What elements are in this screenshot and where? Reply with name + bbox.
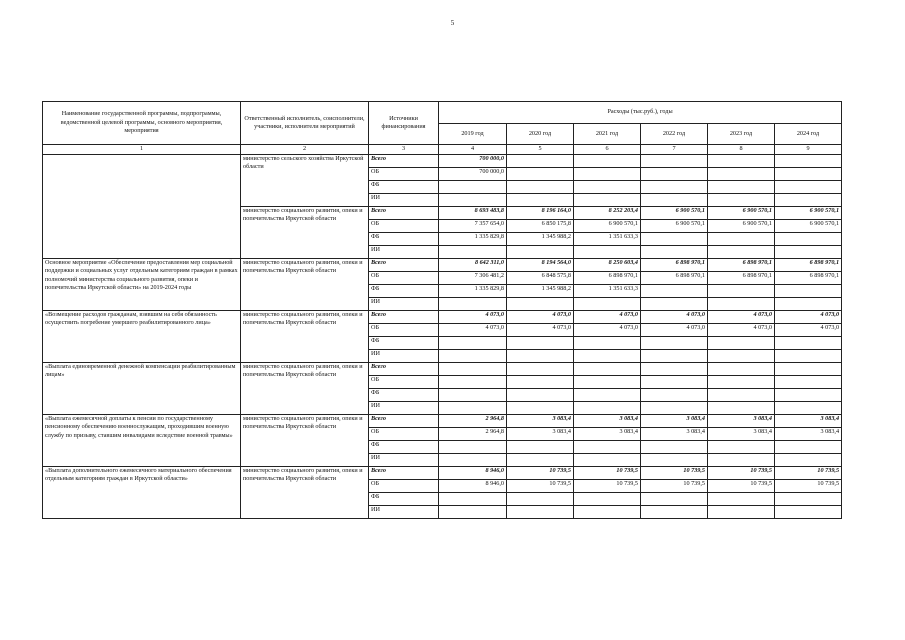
source-cell: ФБ (369, 441, 439, 454)
value-cell (775, 402, 842, 415)
value-cell: 8 693 483,8 (439, 207, 507, 220)
value-cell: 10 739,5 (708, 480, 775, 493)
value-cell (439, 298, 507, 311)
program-name-cell: «Возмещение расходов гражданам, взявшим на себя обязанность осуществить погребение умершего реабилитированного лица» (43, 311, 241, 363)
value-cell: 4 073,0 (775, 324, 842, 337)
value-cell (574, 454, 641, 467)
value-cell (775, 363, 842, 376)
value-cell (775, 389, 842, 402)
value-cell: 1 345 988,2 (507, 233, 574, 246)
value-cell (574, 506, 641, 519)
value-cell: 10 739,5 (775, 480, 842, 493)
value-cell (507, 402, 574, 415)
header-year: 2020 год (507, 124, 574, 145)
value-cell: 3 083,4 (507, 428, 574, 441)
value-cell (439, 337, 507, 350)
value-cell (439, 389, 507, 402)
value-cell: 1 335 829,8 (439, 285, 507, 298)
value-cell: 4 073,0 (507, 324, 574, 337)
value-cell: 4 073,0 (708, 311, 775, 324)
value-cell: 6 900 570,1 (708, 207, 775, 220)
value-cell (439, 441, 507, 454)
source-cell: Всего (369, 363, 439, 376)
source-cell: ИИ (369, 402, 439, 415)
value-cell (708, 298, 775, 311)
value-cell (641, 493, 708, 506)
value-cell: 4 073,0 (507, 311, 574, 324)
value-cell (708, 441, 775, 454)
executor-cell: министерство социального развития, опеки и попечительства Иркутской области (241, 467, 369, 519)
value-cell: 8 252 203,4 (574, 207, 641, 220)
value-cell (439, 350, 507, 363)
value-cell: 2 964,8 (439, 428, 507, 441)
table-row (43, 155, 842, 168)
executor-cell: министерство социального развития, опеки и попечительства Иркутской области (241, 311, 369, 363)
value-cell (507, 506, 574, 519)
value-cell: 4 073,0 (708, 324, 775, 337)
value-cell (574, 155, 641, 168)
source-cell: Всего (369, 155, 439, 168)
value-cell (708, 337, 775, 350)
value-cell (439, 246, 507, 259)
value-cell: 6 898 970,1 (775, 272, 842, 285)
value-cell: 8 194 564,0 (507, 259, 574, 272)
value-cell (574, 441, 641, 454)
value-cell (708, 285, 775, 298)
value-cell: 3 083,4 (641, 428, 708, 441)
value-cell (708, 389, 775, 402)
value-cell: 3 083,4 (574, 428, 641, 441)
value-cell (439, 454, 507, 467)
value-cell: 10 739,5 (574, 467, 641, 480)
value-cell (574, 181, 641, 194)
value-cell (708, 168, 775, 181)
value-cell: 6 900 570,1 (641, 220, 708, 233)
value-cell (574, 363, 641, 376)
value-cell (775, 298, 842, 311)
source-cell: ИИ (369, 298, 439, 311)
header-year: 2019 год (439, 124, 507, 145)
value-cell: 3 083,4 (507, 415, 574, 428)
table-row (43, 311, 842, 324)
column-index: 3 (369, 145, 439, 155)
value-cell: 6 898 970,1 (775, 259, 842, 272)
value-cell (775, 285, 842, 298)
value-cell: 3 083,4 (708, 428, 775, 441)
value-cell: 6 848 575,8 (507, 272, 574, 285)
budget-table (42, 101, 842, 519)
value-cell (641, 454, 708, 467)
value-cell: 4 073,0 (439, 311, 507, 324)
value-cell (439, 376, 507, 389)
value-cell: 4 073,0 (574, 324, 641, 337)
value-cell (641, 194, 708, 207)
source-cell: ОБ (369, 480, 439, 493)
value-cell (574, 168, 641, 181)
value-cell: 700 000,0 (439, 168, 507, 181)
value-cell: 6 898 970,1 (708, 259, 775, 272)
executor-cell: министерство социального развития, опеки и попечительства Иркутской области (241, 415, 369, 467)
value-cell: 6 900 570,1 (775, 207, 842, 220)
value-cell (775, 194, 842, 207)
value-cell (507, 376, 574, 389)
value-cell: 1 351 633,3 (574, 233, 641, 246)
value-cell (708, 194, 775, 207)
value-cell: 6 850 175,8 (507, 220, 574, 233)
value-cell (574, 246, 641, 259)
source-cell: Всего (369, 467, 439, 480)
value-cell (641, 155, 708, 168)
value-cell (775, 506, 842, 519)
value-cell (439, 402, 507, 415)
value-cell: 8 946,0 (439, 480, 507, 493)
source-cell: Всего (369, 207, 439, 220)
header-year: 2024 год (775, 124, 842, 145)
value-cell (641, 376, 708, 389)
value-cell (708, 376, 775, 389)
value-cell (439, 493, 507, 506)
value-cell (775, 246, 842, 259)
value-cell (574, 350, 641, 363)
program-name-cell: «Выплата дополнительного ежемесячного материального обеспечения отдельным категориям граждан в Иркутской области» (43, 467, 241, 519)
value-cell: 6 898 970,1 (574, 272, 641, 285)
column-index: 5 (507, 145, 574, 155)
source-cell: ФБ (369, 337, 439, 350)
value-cell (507, 194, 574, 207)
value-cell (708, 233, 775, 246)
value-cell: 3 083,4 (641, 415, 708, 428)
value-cell (507, 389, 574, 402)
column-index: 2 (241, 145, 369, 155)
value-cell (775, 376, 842, 389)
source-cell: ФБ (369, 285, 439, 298)
value-cell (775, 454, 842, 467)
value-cell (641, 168, 708, 181)
value-cell (641, 233, 708, 246)
value-cell: 10 739,5 (574, 480, 641, 493)
value-cell: 4 073,0 (775, 311, 842, 324)
table-row (43, 467, 842, 480)
value-cell (574, 337, 641, 350)
value-cell (439, 181, 507, 194)
value-cell (775, 168, 842, 181)
value-cell: 1 351 633,3 (574, 285, 641, 298)
source-cell: ОБ (369, 168, 439, 181)
value-cell (507, 337, 574, 350)
program-name-cell (43, 155, 241, 259)
source-cell: ОБ (369, 376, 439, 389)
source-cell: ИИ (369, 506, 439, 519)
value-cell: 1 335 829,8 (439, 233, 507, 246)
value-cell (641, 389, 708, 402)
value-cell: 7 357 654,0 (439, 220, 507, 233)
value-cell (439, 506, 507, 519)
executor-cell: министерство социального развития, опеки и попечительства Иркутской области (241, 207, 369, 259)
program-name-cell: «Выплата ежемесячной доплаты к пенсии по государственному пенсионному обеспечению военнослужащим, проходившим военную службу по призыву, ставшим инвалидами вследствие военной травмы» (43, 415, 241, 467)
value-cell (708, 181, 775, 194)
source-cell: ФБ (369, 181, 439, 194)
program-name-cell: Основное мероприятие «Обеспечение предоставления мер социальной поддержки и социальных услуг отдельным категориям граждан в рамках полномочий министерства социального развития, опеки и попечительства Иркутской области» на 2019-2024 годы (43, 259, 241, 311)
value-cell (775, 181, 842, 194)
value-cell (574, 298, 641, 311)
value-cell: 10 739,5 (641, 480, 708, 493)
value-cell (708, 363, 775, 376)
executor-cell: министерство социального развития, опеки и попечительства Иркутской области (241, 363, 369, 415)
value-cell: 4 073,0 (574, 311, 641, 324)
value-cell: 2 964,8 (439, 415, 507, 428)
header-executor: Ответственный исполнитель, соисполнители, участники, исполнители мероприятий (241, 102, 369, 145)
value-cell (641, 181, 708, 194)
source-cell: ФБ (369, 493, 439, 506)
value-cell (708, 493, 775, 506)
value-cell (775, 441, 842, 454)
value-cell (641, 441, 708, 454)
value-cell: 10 739,5 (708, 467, 775, 480)
program-name-cell: «Выплата единовременной денежной компенсации реабилитированным лицам» (43, 363, 241, 415)
source-cell: Всего (369, 259, 439, 272)
source-cell: ИИ (369, 454, 439, 467)
source-cell: ОБ (369, 220, 439, 233)
value-cell (708, 402, 775, 415)
value-cell (507, 350, 574, 363)
value-cell: 3 083,4 (574, 415, 641, 428)
value-cell (641, 246, 708, 259)
value-cell (439, 194, 507, 207)
source-cell: Всего (369, 311, 439, 324)
header-program: Наименование государственной программы, подпрограммы, ведомственной целевой программы, основного мероприятия, мероприятия (43, 102, 241, 145)
value-cell (574, 194, 641, 207)
value-cell: 3 083,4 (708, 415, 775, 428)
value-cell (641, 298, 708, 311)
source-cell: ОБ (369, 428, 439, 441)
value-cell: 700 000,0 (439, 155, 507, 168)
value-cell (641, 337, 708, 350)
value-cell (507, 155, 574, 168)
value-cell (708, 454, 775, 467)
table-row (43, 259, 842, 272)
source-cell: ИИ (369, 350, 439, 363)
source-cell: ФБ (369, 389, 439, 402)
value-cell: 8 250 603,4 (574, 259, 641, 272)
value-cell (775, 337, 842, 350)
source-cell: Всего (369, 415, 439, 428)
header-source: Источники финансирования (369, 102, 439, 145)
header-year: 2022 год (641, 124, 708, 145)
value-cell (574, 402, 641, 415)
value-cell: 6 900 570,1 (708, 220, 775, 233)
table-row (43, 363, 842, 376)
column-index: 4 (439, 145, 507, 155)
executor-cell: министерство сельского хозяйства Иркутской области (241, 155, 369, 207)
value-cell (641, 285, 708, 298)
value-cell: 8 196 164,0 (507, 207, 574, 220)
value-cell (708, 506, 775, 519)
header-year: 2023 год (708, 124, 775, 145)
value-cell (507, 363, 574, 376)
value-cell (507, 441, 574, 454)
value-cell (641, 506, 708, 519)
header-year: 2021 год (574, 124, 641, 145)
value-cell: 4 073,0 (641, 311, 708, 324)
value-cell: 3 083,4 (775, 415, 842, 428)
value-cell (708, 246, 775, 259)
value-cell (775, 350, 842, 363)
source-cell: ОБ (369, 324, 439, 337)
column-index: 7 (641, 145, 708, 155)
value-cell: 6 898 970,1 (708, 272, 775, 285)
value-cell (775, 493, 842, 506)
value-cell: 3 083,4 (775, 428, 842, 441)
value-cell: 7 306 481,2 (439, 272, 507, 285)
value-cell: 6 898 970,1 (641, 272, 708, 285)
value-cell: 1 345 988,2 (507, 285, 574, 298)
value-cell (641, 350, 708, 363)
page-number: 5 (450, 19, 455, 27)
value-cell (574, 389, 641, 402)
value-cell (641, 402, 708, 415)
value-cell (507, 246, 574, 259)
source-cell: ИИ (369, 246, 439, 259)
column-index: 9 (775, 145, 842, 155)
value-cell (507, 181, 574, 194)
value-cell: 10 739,5 (507, 480, 574, 493)
source-cell: ИИ (369, 194, 439, 207)
value-cell (641, 363, 708, 376)
value-cell: 8 642 311,0 (439, 259, 507, 272)
value-cell (708, 350, 775, 363)
value-cell: 10 739,5 (641, 467, 708, 480)
value-cell (708, 155, 775, 168)
source-cell: ОБ (369, 272, 439, 285)
source-cell: ФБ (369, 233, 439, 246)
value-cell: 10 739,5 (507, 467, 574, 480)
table-row (43, 415, 842, 428)
value-cell: 10 739,5 (775, 467, 842, 480)
column-index: 1 (43, 145, 241, 155)
header-expenses: Расходы (тыс.руб.), годы (439, 102, 842, 124)
value-cell: 6 900 570,1 (775, 220, 842, 233)
value-cell: 4 073,0 (641, 324, 708, 337)
value-cell (574, 376, 641, 389)
value-cell (507, 454, 574, 467)
value-cell: 8 946,0 (439, 467, 507, 480)
executor-cell: министерство социального развития, опеки и попечительства Иркутской области (241, 259, 369, 311)
index-row (43, 145, 842, 155)
column-index: 8 (708, 145, 775, 155)
column-index: 6 (574, 145, 641, 155)
value-cell: 6 900 570,1 (574, 220, 641, 233)
value-cell (507, 493, 574, 506)
value-cell: 6 900 570,1 (641, 207, 708, 220)
value-cell (439, 363, 507, 376)
value-cell (574, 493, 641, 506)
value-cell (775, 155, 842, 168)
value-cell: 6 898 970,1 (641, 259, 708, 272)
value-cell (507, 168, 574, 181)
value-cell (507, 298, 574, 311)
value-cell: 4 073,0 (439, 324, 507, 337)
value-cell (775, 233, 842, 246)
